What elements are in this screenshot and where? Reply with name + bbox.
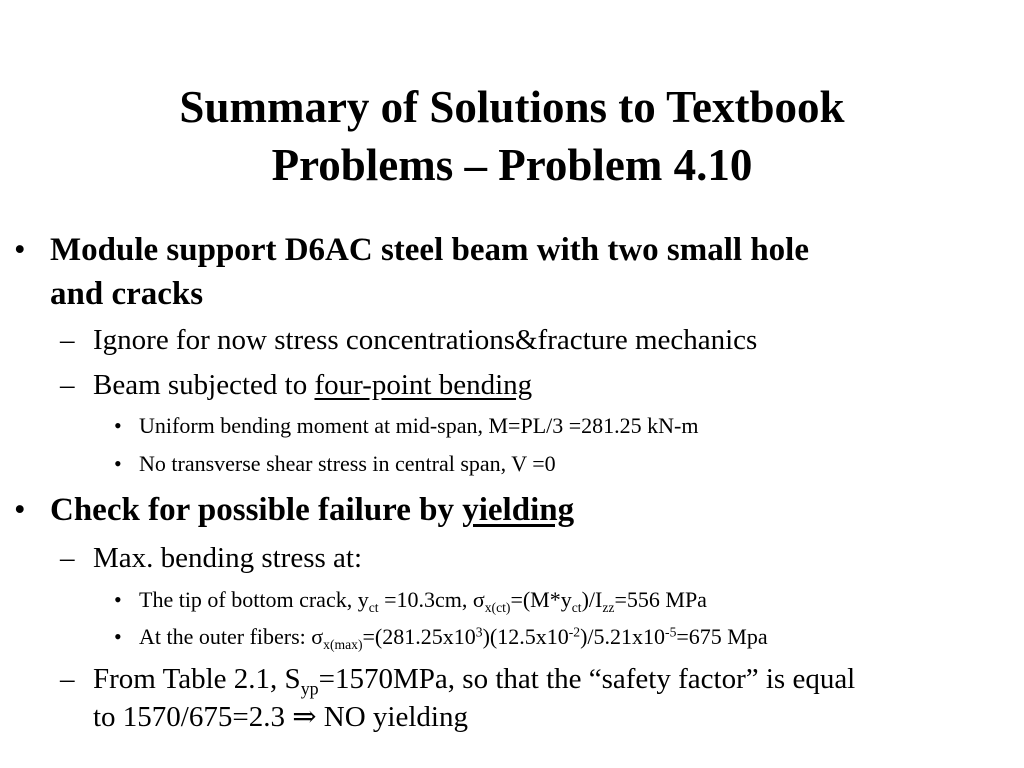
- text-run: =(281.25x10: [362, 624, 476, 649]
- bullet-1-line-2: and cracks: [50, 276, 204, 312]
- text-run: )/5.21x10: [580, 624, 666, 649]
- bullet-1-sub-1: Ignore for now stress concentrations&fracture mechanics: [93, 324, 758, 356]
- superscript: -5: [665, 624, 677, 640]
- superscript: -2: [568, 624, 581, 640]
- subscript: zz: [602, 599, 615, 615]
- bullet-2-line-1: [50, 488, 574, 532]
- text-run: =10.3cm, σ: [378, 587, 485, 612]
- title-line-1: Summary of Solutions to Textbook: [179, 82, 845, 132]
- subscript: ct: [571, 599, 582, 615]
- bullet-2-prefix: Check for possible failure by: [50, 492, 463, 528]
- implies-arrow-icon: ⇒: [292, 701, 317, 733]
- dash-marker: –: [60, 663, 75, 695]
- bullet-2-item-2: [139, 622, 768, 652]
- text-run: =(M*y: [510, 587, 572, 612]
- bullet-marker: •: [114, 451, 122, 476]
- bullet-marker: •: [114, 413, 122, 438]
- sub-2-prefix: Beam subjected to: [93, 369, 315, 401]
- bullet-1-sub-2: [93, 366, 532, 404]
- text-run: =556 MPa: [614, 587, 707, 612]
- text-run: =675 Mpa: [676, 624, 768, 649]
- text-run: The tip of bottom crack, y: [139, 587, 369, 612]
- title-line-2: Problems – Problem 4.10: [271, 140, 753, 190]
- text-run: NO yielding: [316, 701, 468, 733]
- subscript: ct: [368, 599, 379, 615]
- text-run: From Table 2.1, S: [93, 663, 301, 695]
- bullet-marker: •: [114, 624, 122, 649]
- subscript: yp: [300, 678, 319, 699]
- dash-marker: –: [60, 542, 75, 574]
- bullet-2-sub-2-line-2: [93, 698, 468, 736]
- dash-marker: –: [60, 324, 75, 356]
- bullet-2-sub-1: Max. bending stress at:: [93, 542, 363, 574]
- subscript: x(ct): [484, 599, 511, 615]
- slide-title: [0, 78, 1024, 194]
- bullet-2-sub-2-line-1: [93, 660, 855, 698]
- yielding-term: yielding: [462, 492, 575, 528]
- bullet-1-line-1: Module support D6AC steel beam with two small hole: [50, 232, 809, 268]
- bullet-2-item-1: [139, 585, 707, 615]
- superscript: 3: [475, 624, 483, 640]
- text-run: =1570MPa, so that the “safety factor” is equal: [318, 663, 856, 695]
- text-run: to 1570/675=2.3: [93, 701, 293, 733]
- dash-marker: –: [60, 369, 75, 401]
- four-point-bending-term: four-point bending: [314, 369, 533, 401]
- text-run: At the outer fibers: σ: [139, 624, 324, 649]
- bullet-marker: •: [14, 492, 26, 528]
- subscript: x(max): [323, 636, 363, 652]
- text-run: )/I: [581, 587, 603, 612]
- bullet-marker: •: [14, 232, 26, 268]
- bullet-1-item-1: Uniform bending moment at mid-span, M=PL/3 =281.25 kN-m: [139, 413, 699, 438]
- bullet-1-item-2: No transverse shear stress in central span, V =0: [139, 451, 556, 476]
- bullet-marker: •: [114, 587, 122, 612]
- text-run: )(12.5x10: [482, 624, 569, 649]
